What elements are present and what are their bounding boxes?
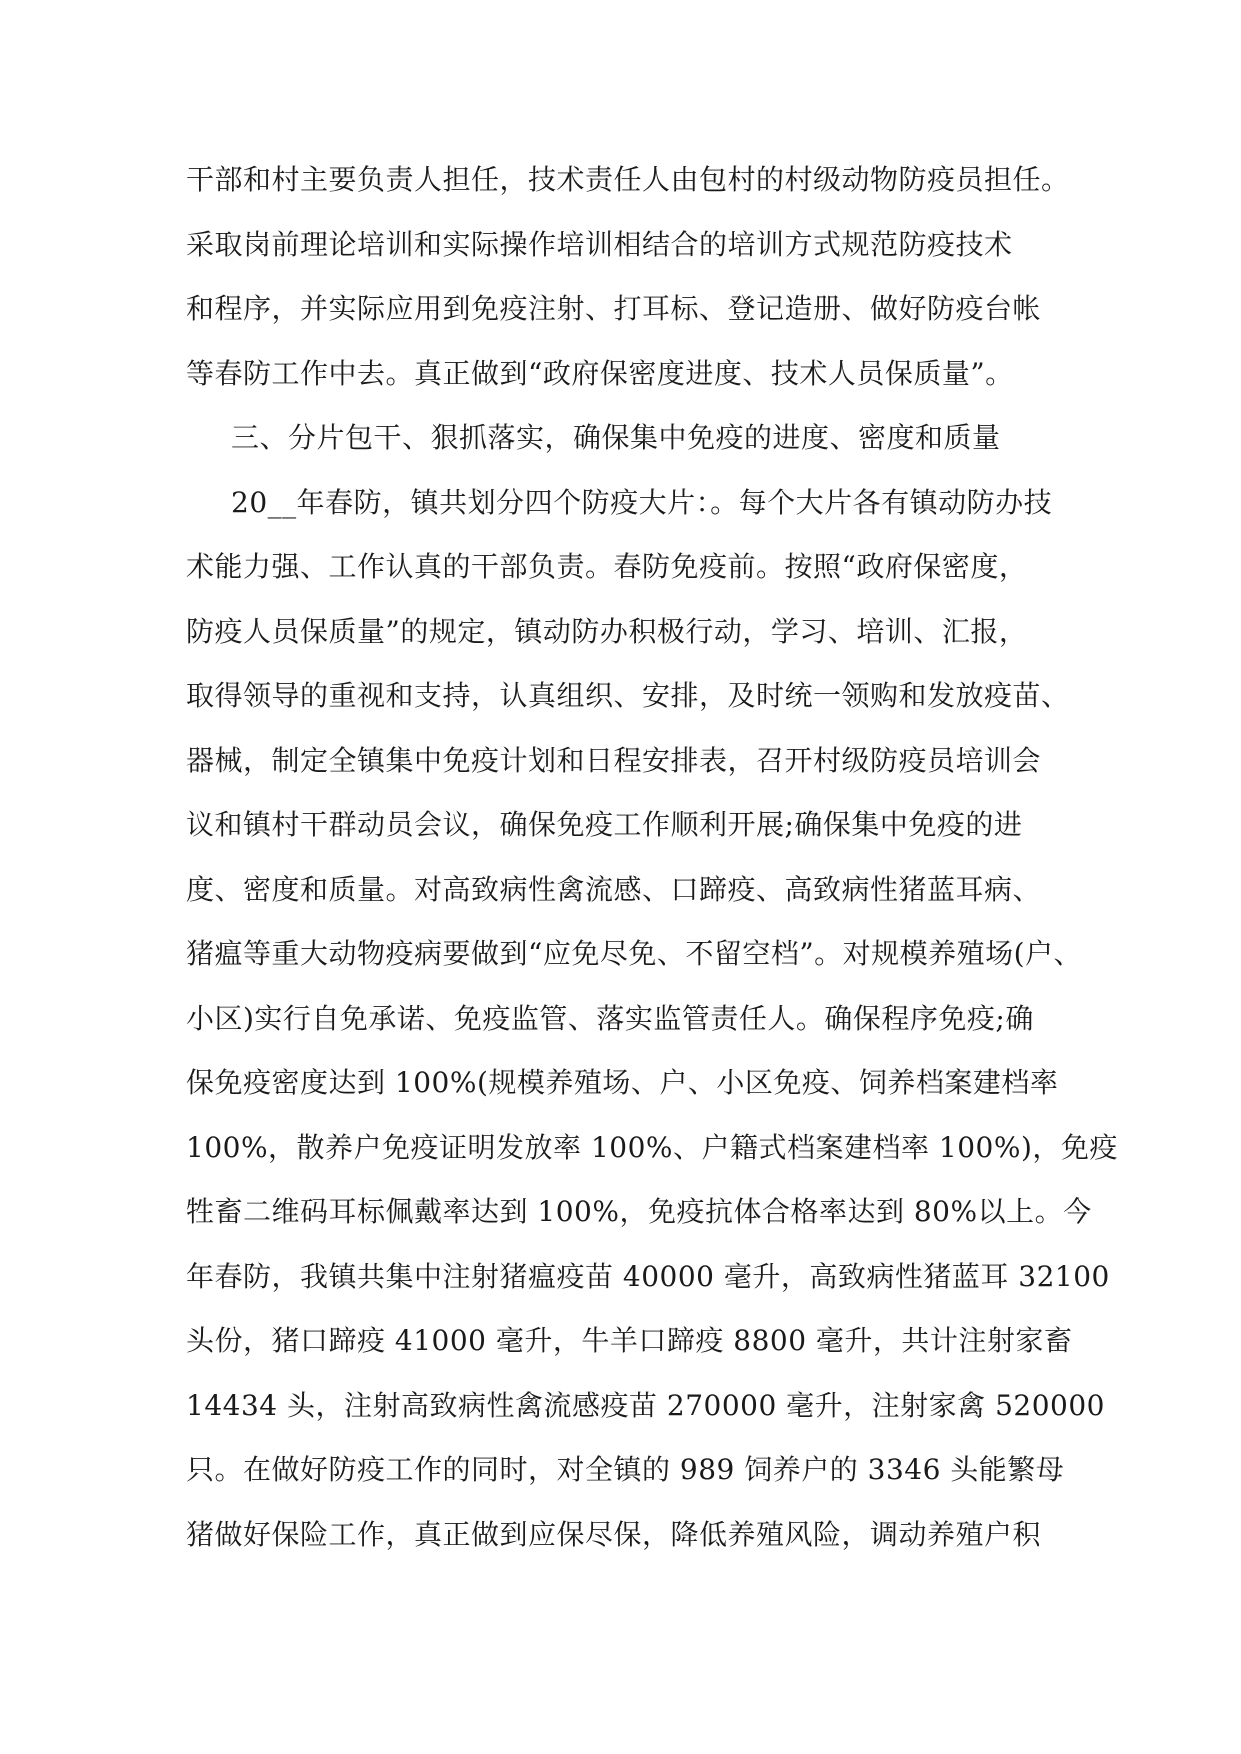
text-line-10: 器械，制定全镇集中免疫计划和日程安排表，召开村级防疫员培训会 bbox=[186, 743, 1042, 777]
text-line-14: 小区)实行自免承诺、免疫监管、落实监管责任人。确保程序免疫;确 bbox=[186, 1001, 1034, 1035]
text-line-1: 干部和村主要负责人担任，技术责任人由包村的村级动物防疫员担任。 bbox=[186, 163, 1070, 196]
text-line-21: 只。在做好防疫工作的同时，对全镇的 989 饲养户的 3346 头能繁母 bbox=[186, 1453, 1065, 1486]
text-line-11: 议和镇村干群动员会议，确保免疫工作顺利开展;确保集中免疫的进 bbox=[186, 808, 1023, 841]
text-line-9: 取得领导的重视和支持，认真组织、安排，及时统一领购和发放疫苗、 bbox=[186, 679, 1070, 712]
text-line-19: 头份，猪口蹄疫 41000 毫升，牛羊口蹄疫 8800 毫升，共计注射家畜 bbox=[186, 1324, 1073, 1357]
text-line-20: 14434 头，注射高致病性禽流感疫苗 270000 毫升，注射家禽 520000 bbox=[186, 1388, 1105, 1422]
text-line-12: 度、密度和质量。对高致病性禽流感、口蹄疫、高致病性猪蓝耳病、 bbox=[186, 872, 1042, 906]
body-text bbox=[186, 148, 1118, 1567]
text-line-18: 年春防，我镇共集中注射猪瘟疫苗 40000 毫升，高致病性猪蓝耳 32100 bbox=[186, 1259, 1110, 1293]
text-line-13: 猪瘟等重大动物疫病要做到“应免尽免、不留空档”。对规模养殖场(户、 bbox=[186, 937, 1083, 970]
text-line-15: 保免疫密度达到 100%(规模养殖场、户、小区免疫、饲养档案建档率 bbox=[186, 1066, 1059, 1099]
text-line-17: 牲畜二维码耳标佩戴率达到 100%，免疫抗体合格率达到 80%以上。今 bbox=[186, 1195, 1092, 1228]
text-line-16: 100%，散养户免疫证明发放率 100%、户籍式档案建档率 100%)，免疫 bbox=[186, 1130, 1118, 1164]
text-line-6: 20__年春防，镇共划分四个防疫大片：。每个大片各有镇动防办技 bbox=[231, 485, 1053, 519]
text-line-7: 术能力强、工作认真的干部负责。春防免疫前。按照“政府保密度， bbox=[186, 550, 1028, 583]
text-line-22: 猪做好保险工作，真正做到应保尽保，降低养殖风险，调动养殖户积 bbox=[186, 1517, 1042, 1551]
section-heading: 三、分片包干、狠抓落实，确保集中免疫的进度、密度和质量 bbox=[231, 421, 1001, 454]
text-line-3: 和程序，并实际应用到免疫注射、打耳标、登记造册、做好防疫台帐 bbox=[186, 292, 1042, 325]
text-line-2: 采取岗前理论培训和实际操作培训相结合的培训方式规范防疫技术 bbox=[186, 227, 1013, 261]
text-line-8: 防疫人员保质量”的规定，镇动防办积极行动，学习、培训、汇报， bbox=[186, 614, 1028, 648]
text-line-4: 等春防工作中去。真正做到“政府保密度进度、技术人员保质量”。 bbox=[186, 356, 1014, 390]
